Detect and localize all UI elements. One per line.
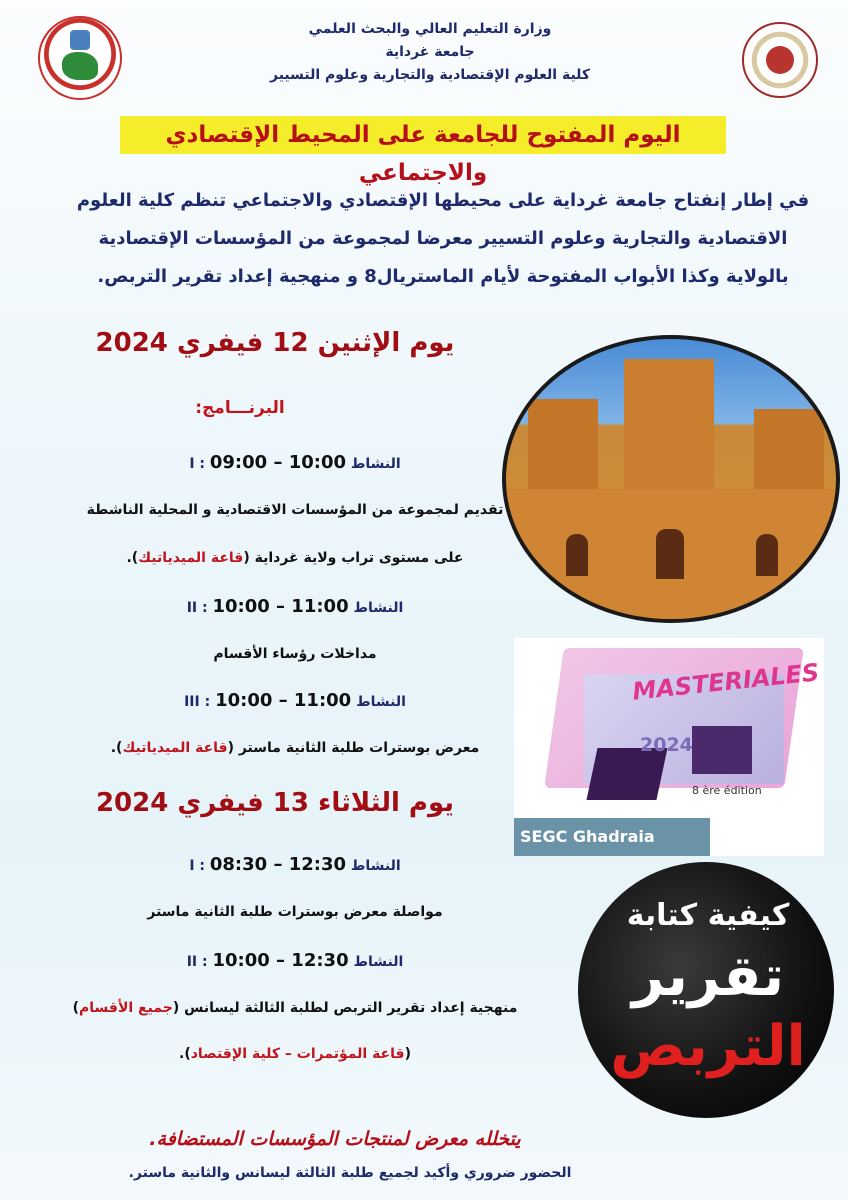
ministry-name: وزارة التعليم العالي والبحث العلمي: [308, 21, 552, 37]
faculty-emblem-center: [766, 46, 794, 74]
university-logo-left: [38, 16, 122, 100]
day1-activity1-desc1: تقديم لمجموعة من المؤسسات الاقتصادية و المحلية الناشطة: [86, 502, 504, 518]
algeria-map-shape: [62, 52, 98, 80]
desc-text-end: ).: [126, 550, 139, 566]
intro-line-2: الاقتصادية والتجارية وعلوم التسيير معرضا لمجموعة من المؤسسات الإقتصادية: [98, 228, 788, 249]
desc-text: على مستوى تراب ولاية غرداية (: [243, 550, 464, 566]
castle-window-right: [756, 534, 778, 576]
segc-tag: SEGC Ghadraia: [514, 818, 710, 856]
castle-window-left: [566, 534, 588, 576]
castle-door: [656, 529, 684, 579]
day1-activity2: [20, 596, 570, 617]
desc-text: معرض بوسترات طلبة الثانية ماستر (: [227, 740, 480, 756]
masteriales-edition: 8 ère édition: [692, 784, 762, 797]
activity-label: النشاط I :: [189, 456, 401, 472]
activity-time: 08:30 – 12:30: [209, 854, 346, 875]
hall-name: جميع الأقسام: [79, 1000, 173, 1016]
activity-label: النشاط III :: [184, 694, 406, 710]
hall-name: قاعة الميدياتيك: [122, 740, 228, 756]
program-title: البرنـــامج:: [195, 398, 285, 418]
masteriales-poster: [514, 638, 824, 856]
intro-line-3: بالولاية وكذا الأبواب المفتوحة لأيام الماستريال8 و منهجية إعداد تقرير التربص.: [97, 266, 789, 287]
day1-activity3-desc: [20, 740, 570, 756]
day1-activity1: [20, 452, 570, 473]
activity-time: 10:00 – 12:30: [212, 950, 349, 971]
exhibition-note: يتخلله معرض لمنتجات المؤسسات المستضافة.: [149, 1128, 521, 1150]
activity-label: النشاط II :: [186, 600, 404, 616]
day2-activity2: [20, 950, 570, 971]
day2-activity1: [20, 854, 570, 875]
event-title-banner: اليوم المفتوح للجامعة على المحيط الإقتصادي والاجتماعي: [120, 116, 726, 154]
day1-activity3: [20, 690, 570, 711]
activity-time: 09:00 – 10:00: [209, 452, 346, 473]
attendance-note: الحضور ضروري وأكيد لجميع طلبة الثالثة ليسانس والثانية ماستر.: [128, 1165, 572, 1181]
faculty-name: كلية العلوم الإقتصادية والتجارية وعلوم التسيير: [269, 67, 591, 83]
activity-label: النشاط II :: [186, 954, 404, 970]
intro-line-1: في إطار إنفتاح جامعة غرداية على محيطها الإقتصادي والاجتماعي تنظم كلية العلوم: [76, 190, 810, 211]
badge-line-3: التربص: [610, 1014, 806, 1079]
intro-paragraph: [70, 182, 816, 296]
activity-time: 10:00 – 11:00: [212, 596, 349, 617]
day1-activity1-desc2: [20, 550, 570, 566]
emblem-top-shape: [70, 30, 90, 50]
poster-shape-dark-2: [692, 726, 752, 774]
paren-close: ).: [179, 1046, 191, 1062]
internship-report-badge: [578, 862, 834, 1118]
hall-name: قاعة المؤتمرات – كلية الإقتصاد: [190, 1046, 405, 1062]
university-name: جامعة غرداية: [385, 44, 475, 60]
paren-open: (: [404, 1046, 411, 1062]
day2-activity2-desc: [20, 1000, 570, 1016]
badge-line-2: تقرير: [631, 944, 785, 1009]
header-institution: [250, 18, 610, 87]
day2-activity1-desc: مواصلة معرض بوسترات طلبة الثانية ماستر: [147, 904, 443, 920]
day1-heading: يوم الإثنين 12 فيفري 2024: [95, 328, 455, 358]
activity-label: النشاط I :: [189, 858, 401, 874]
day2-heading: يوم الثلاثاء 13 فيفري 2024: [95, 788, 455, 818]
desc-text-end: ).: [110, 740, 123, 756]
badge-line-1: كيفية كتابة: [626, 898, 790, 933]
masteriales-title: MASTERIALES: [631, 658, 821, 706]
faculty-logo-right: [742, 22, 818, 98]
hall-name: قاعة الميدياتيك: [138, 550, 244, 566]
day2-activity2-place: [20, 1046, 570, 1062]
day1-activity2-desc: مداخلات رؤساء الأقسام: [213, 646, 377, 662]
desc-text: منهجية إعداد تقرير التربص لطلبة الثالثة ليسانس (: [172, 1000, 518, 1016]
desc-text-end: ): [72, 1000, 80, 1016]
ksar-castle-photo: [502, 335, 840, 623]
masteriales-year: 2024: [640, 734, 693, 756]
activity-time: 10:00 – 11:00: [215, 690, 352, 711]
